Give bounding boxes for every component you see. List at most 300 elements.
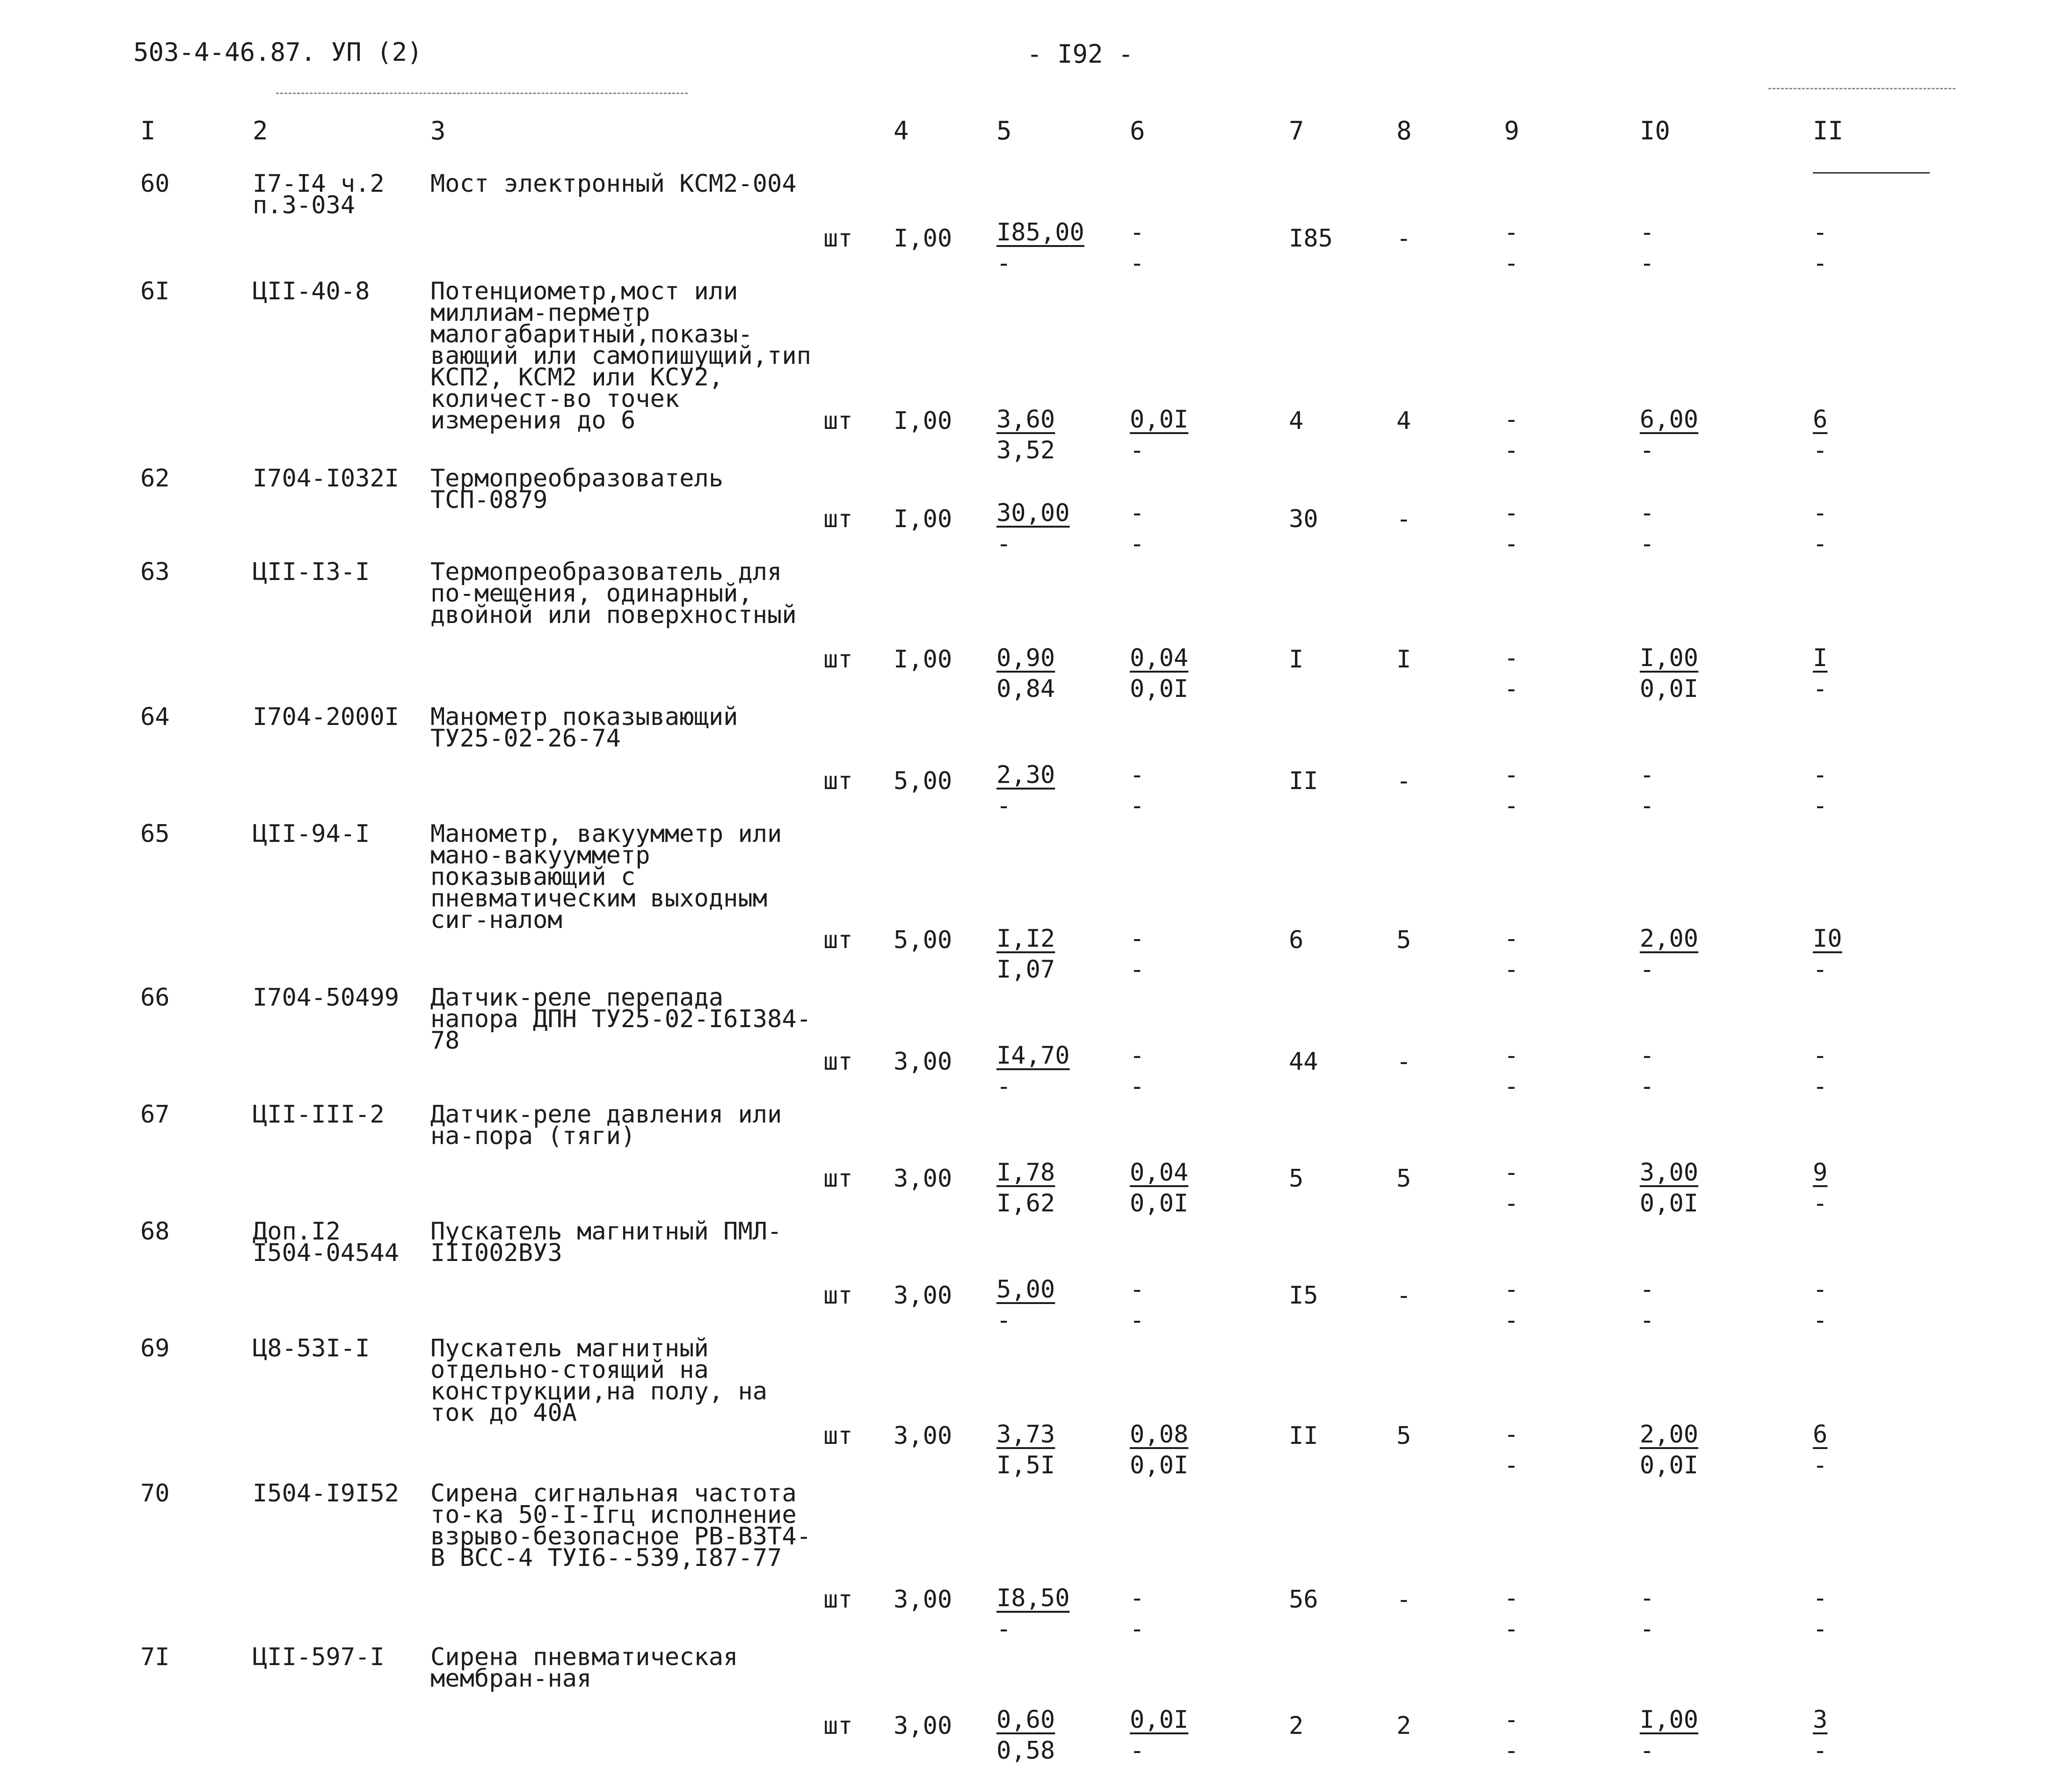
col-6-denominator: 0,0I (1130, 1451, 1189, 1479)
col-5 (996, 561, 1130, 706)
col-7-value: II (1289, 767, 1318, 795)
price-code: I504-I9I52 (253, 1479, 400, 1507)
col-10-denominator: 0,0I (1640, 1451, 1699, 1479)
col-6 (1130, 281, 1289, 468)
unit (823, 281, 894, 468)
col-6-numerator: 0,0I (1130, 1705, 1189, 1734)
unit (823, 823, 894, 987)
col-10-fraction (1640, 404, 1698, 466)
col-7 (1289, 706, 1396, 823)
col-5-denominator: - (996, 1615, 1011, 1643)
column-header (823, 108, 894, 173)
quantity-value: I,00 (894, 645, 952, 674)
col-5-numerator: 3,60 (996, 405, 1055, 434)
quantity (894, 1338, 996, 1483)
unit-value: шт (823, 1711, 853, 1740)
col-11 (1813, 1221, 1930, 1338)
col-7-value: 44 (1289, 1047, 1318, 1076)
col-11-denominator: - (1813, 1736, 1828, 1765)
col-6 (1130, 1338, 1289, 1483)
row-number: 68 (140, 1217, 170, 1246)
column-header: 8 (1396, 116, 1412, 145)
unit-value: шт (823, 1421, 853, 1450)
col-5-numerator: I,I2 (996, 924, 1055, 953)
col-9 (1504, 1646, 1640, 1768)
col-11-fraction (1813, 217, 1827, 279)
col-11-fraction (1813, 1583, 1827, 1645)
item-name: Пускатель магнитный отдельно-стоящий на конструкции,на полу, на ток до 40А (430, 1334, 768, 1427)
col-11 (1813, 1338, 1930, 1483)
col-8 (1396, 823, 1504, 987)
col-11-numerator: 6 (1813, 1420, 1828, 1449)
col-6-fraction (1130, 923, 1144, 985)
quantity-value: 5,00 (894, 926, 952, 954)
price-code: ЦII-597-I (253, 1643, 385, 1671)
col-5-fraction (996, 1040, 1070, 1102)
unit (823, 1338, 894, 1483)
col-11 (1813, 1104, 1930, 1221)
price-code: I7-I4 ч.2 п.3-034 (253, 169, 385, 219)
header-rule-right (1768, 88, 1956, 89)
col-10 (1640, 468, 1813, 561)
col-9 (1504, 281, 1640, 468)
col-6 (1130, 1104, 1289, 1221)
col-8-value: 4 (1396, 406, 1411, 435)
quantity-value: I,00 (894, 406, 952, 435)
col-11-numerator: - (1813, 1275, 1828, 1304)
unit-value: шт (823, 1047, 853, 1076)
col-11-fraction (1813, 1274, 1827, 1336)
col-9-denominator: - (1504, 436, 1519, 464)
col-5-fraction (996, 923, 1055, 985)
col-7 (1289, 468, 1396, 561)
col-10-fraction (1640, 1583, 1654, 1645)
col-9 (1504, 706, 1640, 823)
col-7-value: 30 (1289, 505, 1318, 533)
col-5-denominator: I,62 (996, 1189, 1055, 1217)
column-header: II (1813, 108, 1930, 173)
unit (823, 706, 894, 823)
quantity-value: 3,00 (894, 1421, 952, 1450)
col-6-fraction (1130, 498, 1144, 559)
col-11-numerator: I0 (1813, 924, 1842, 953)
unit-value: шт (823, 926, 853, 954)
col-8 (1396, 173, 1504, 281)
col-5-denominator: - (996, 1306, 1011, 1334)
col-6-denominator: - (1130, 1736, 1145, 1765)
col-9 (1504, 1483, 1640, 1646)
col-9 (1504, 1221, 1640, 1338)
col-6-denominator: - (1130, 1072, 1145, 1101)
col-5-denominator: - (996, 249, 1011, 277)
col-5 (996, 1483, 1130, 1646)
col-9 (1504, 1338, 1640, 1483)
col-5-denominator: - (996, 529, 1011, 558)
col-10 (1640, 1104, 1813, 1221)
col-6-fraction (1130, 1583, 1144, 1645)
col-8-value: - (1396, 505, 1411, 533)
price-code: ЦII-40-8 (253, 277, 370, 305)
column-header: I0 (1640, 116, 1671, 145)
col-7-value: I5 (1289, 1281, 1318, 1310)
col-6-fraction (1130, 1274, 1144, 1336)
col-11-numerator: - (1813, 1041, 1828, 1070)
quantity-value: 3,00 (894, 1047, 952, 1076)
item-name: Манометр, вакуумметр или мано-вакуумметр показывающий с пневматическим выходным сиг-налом (430, 819, 782, 934)
unit (823, 1221, 894, 1338)
col-7-value: I (1289, 645, 1304, 674)
col-10 (1640, 1483, 1813, 1646)
col-6 (1130, 561, 1289, 706)
col-5-fraction (996, 1157, 1055, 1219)
col-11-numerator: - (1813, 499, 1828, 527)
col-6-numerator: 0,04 (1130, 1158, 1189, 1187)
col-9-denominator: - (1504, 1736, 1519, 1765)
col-8 (1396, 1221, 1504, 1338)
price-code: I704-2000I (253, 703, 400, 731)
col-5-numerator: I,78 (996, 1158, 1055, 1187)
col-11-numerator: 9 (1813, 1158, 1828, 1187)
row-number: 63 (140, 558, 170, 586)
col-6-numerator: 0,08 (1130, 1420, 1189, 1449)
col-10 (1640, 561, 1813, 706)
col-9-numerator: - (1504, 1705, 1519, 1734)
col-11 (1813, 468, 1930, 561)
col-8-value: 5 (1396, 926, 1411, 954)
col-6 (1130, 1646, 1289, 1768)
col-5 (996, 468, 1130, 561)
row-number: 67 (140, 1100, 170, 1129)
col-11 (1813, 823, 1930, 987)
unit-value: шт (823, 767, 853, 795)
quantity-value: 3,00 (894, 1585, 952, 1614)
col-5 (996, 1646, 1130, 1768)
col-10-fraction (1640, 1157, 1698, 1219)
col-6-numerator: 0,0I (1130, 405, 1189, 434)
col-6-numerator: - (1130, 1584, 1145, 1612)
col-11-denominator: - (1813, 1072, 1828, 1101)
unit (823, 1483, 894, 1646)
col-6-fraction (1130, 1704, 1188, 1766)
col-11-denominator: - (1813, 791, 1828, 820)
col-9-denominator: - (1504, 249, 1519, 277)
table-row (140, 173, 1930, 281)
col-11-denominator: - (1813, 1189, 1828, 1217)
col-6-numerator: - (1130, 499, 1145, 527)
col-7 (1289, 987, 1396, 1104)
col-5-numerator: 0,90 (996, 644, 1055, 672)
col-6-denominator: - (1130, 249, 1145, 277)
col-11-fraction (1813, 1419, 1827, 1481)
col-9 (1504, 561, 1640, 706)
table-row (140, 561, 1930, 706)
header-rule-left (276, 93, 688, 94)
item-name: Термопреобразователь для по-мещения, одинарный, двойной или поверхностный (430, 558, 797, 629)
col-8-value: 5 (1396, 1164, 1411, 1193)
col-8 (1396, 987, 1504, 1104)
row-number: 62 (140, 464, 170, 493)
col-7 (1289, 1104, 1396, 1221)
col-5-fraction (996, 404, 1055, 466)
column-header: 9 (1504, 116, 1519, 145)
quantity (894, 1104, 996, 1221)
col-11-fraction (1813, 1704, 1827, 1766)
col-10 (1640, 1646, 1813, 1768)
col-10-fraction (1640, 923, 1698, 985)
col-8 (1396, 281, 1504, 468)
col-5-fraction (996, 760, 1055, 821)
quantity (894, 1646, 996, 1768)
item-name: Потенциометр,мост или миллиам-перметр малогабаритный,показы-вающий или самопишущий,тип КСП2, КСМ2 или КСУ2, количест-во точек измерения до 6 (430, 277, 811, 435)
table-row (140, 987, 1930, 1104)
col-10-numerator: I,00 (1640, 644, 1699, 672)
col-7-value: 6 (1289, 926, 1304, 954)
quantity-value: 3,00 (894, 1281, 952, 1310)
doc-code: 503-4-46.87. УП (2) (133, 37, 422, 67)
col-7 (1289, 173, 1396, 281)
col-10-denominator: - (1640, 955, 1655, 984)
col-9-denominator: - (1504, 1189, 1519, 1217)
table-body (140, 169, 1930, 1768)
col-6-denominator: 0,0I (1130, 674, 1189, 703)
col-11 (1813, 706, 1930, 823)
col-9-denominator: - (1504, 1615, 1519, 1643)
col-9-fraction (1504, 1419, 1519, 1481)
col-9-numerator: - (1504, 1584, 1519, 1612)
col-5-numerator: 5,00 (996, 1275, 1055, 1304)
col-6-numerator: - (1130, 218, 1145, 246)
column-header: 2 (253, 116, 268, 145)
col-6-fraction (1130, 643, 1188, 704)
item-name: Термопреобразователь ТСП-0879 (430, 464, 724, 514)
col-5-denominator: - (996, 1072, 1011, 1101)
col-10-fraction (1640, 760, 1654, 821)
unit (823, 561, 894, 706)
table-row (140, 1338, 1930, 1483)
table-row (140, 1104, 1930, 1221)
col-11-fraction (1813, 760, 1827, 821)
row-number: 60 (140, 169, 170, 198)
col-10 (1640, 281, 1813, 468)
col-9-denominator: - (1504, 791, 1519, 820)
unit (823, 987, 894, 1104)
col-6 (1130, 823, 1289, 987)
col-7 (1289, 281, 1396, 468)
unit (823, 173, 894, 281)
col-6-fraction (1130, 217, 1144, 279)
col-9-fraction (1504, 1704, 1519, 1766)
col-8-value: - (1396, 1281, 1411, 1310)
specification-table (140, 108, 1930, 1768)
quantity (894, 468, 996, 561)
price-code: Доп.I2 I504-04544 (253, 1217, 400, 1267)
col-11-numerator: - (1813, 218, 1828, 246)
col-8-value: 5 (1396, 1421, 1411, 1450)
col-5 (996, 1104, 1130, 1221)
col-10-fraction (1640, 643, 1698, 704)
col-10-numerator: - (1640, 1584, 1655, 1612)
col-5 (996, 281, 1130, 468)
row-number: 6I (140, 277, 170, 305)
unit (823, 1646, 894, 1768)
col-11-denominator: - (1813, 249, 1828, 277)
col-10-numerator: I,00 (1640, 1705, 1699, 1734)
col-6-denominator: - (1130, 955, 1145, 984)
col-10-numerator: 6,00 (1640, 405, 1699, 434)
col-10-fraction (1640, 1274, 1654, 1336)
quantity (894, 1221, 996, 1338)
col-10 (1640, 706, 1813, 823)
col-8 (1396, 561, 1504, 706)
col-5 (996, 1338, 1130, 1483)
col-6 (1130, 987, 1289, 1104)
row-number: 70 (140, 1479, 170, 1507)
col-6-denominator: - (1130, 529, 1145, 558)
page-number: - I92 - (1027, 39, 1134, 69)
col-7 (1289, 1338, 1396, 1483)
unit-value: шт (823, 645, 853, 674)
col-10 (1640, 987, 1813, 1104)
col-5-fraction (996, 1274, 1055, 1336)
column-header: 5 (996, 116, 1012, 145)
col-9-numerator: - (1504, 644, 1519, 672)
col-8-value: - (1396, 1585, 1411, 1614)
col-7-value: 4 (1289, 406, 1304, 435)
quantity-value: 3,00 (894, 1164, 952, 1193)
col-9-fraction (1504, 1157, 1519, 1219)
col-8 (1396, 1338, 1504, 1483)
col-9 (1504, 1104, 1640, 1221)
col-8 (1396, 706, 1504, 823)
col-9-denominator: - (1504, 1451, 1519, 1479)
col-11 (1813, 173, 1930, 281)
col-6-numerator: - (1130, 1275, 1145, 1304)
col-9-denominator: - (1504, 1306, 1519, 1334)
col-10-fraction (1640, 498, 1654, 559)
table-row (140, 706, 1930, 823)
col-9-fraction (1504, 1274, 1519, 1336)
col-8-value: I (1396, 645, 1411, 674)
col-11-fraction (1813, 643, 1827, 704)
col-6-denominator: - (1130, 1306, 1145, 1334)
unit (823, 1104, 894, 1221)
col-5-numerator: I85,00 (996, 218, 1084, 246)
quantity (894, 173, 996, 281)
col-10-numerator: - (1640, 218, 1655, 246)
col-6-numerator: - (1130, 1041, 1145, 1070)
col-10-numerator: - (1640, 1041, 1655, 1070)
col-6-fraction (1130, 1419, 1188, 1481)
col-10-denominator: - (1640, 529, 1655, 558)
col-10-fraction (1640, 217, 1654, 279)
col-5-numerator: 2,30 (996, 761, 1055, 789)
price-code: ЦII-III-2 (253, 1100, 385, 1129)
col-11 (1813, 1646, 1930, 1768)
col-10-denominator: 0,0I (1640, 1189, 1699, 1217)
col-6-denominator: - (1130, 791, 1145, 820)
col-11-fraction (1813, 404, 1827, 466)
col-9-numerator: - (1504, 924, 1519, 953)
col-5-denominator: - (996, 791, 1011, 820)
col-11-fraction (1813, 923, 1842, 985)
col-9-numerator: - (1504, 761, 1519, 789)
column-header: 4 (894, 116, 909, 145)
col-9-fraction (1504, 217, 1519, 279)
price-code: ЦII-94-I (253, 819, 370, 848)
col-6-numerator: 0,04 (1130, 644, 1189, 672)
col-9-fraction (1504, 923, 1519, 985)
price-code: I704-50499 (253, 983, 400, 1012)
col-9-numerator: - (1504, 1158, 1519, 1187)
col-6-numerator: - (1130, 924, 1145, 953)
col-9 (1504, 823, 1640, 987)
col-9-numerator: - (1504, 218, 1519, 246)
col-9 (1504, 987, 1640, 1104)
col-9-denominator: - (1504, 529, 1519, 558)
col-5-numerator: 0,60 (996, 1705, 1055, 1734)
col-10-denominator: - (1640, 1615, 1655, 1643)
item-name: Датчик-реле давления или на-пора (тяги) (430, 1100, 782, 1150)
col-10-denominator: - (1640, 249, 1655, 277)
unit (823, 468, 894, 561)
table-row (140, 468, 1930, 561)
col-11-denominator: - (1813, 529, 1828, 558)
col-6 (1130, 173, 1289, 281)
item-name: Пускатель магнитный ПМЛ-III002ВУ3 (430, 1217, 782, 1267)
col-8 (1396, 1646, 1504, 1768)
col-10-denominator: - (1640, 791, 1655, 820)
column-header-row (140, 108, 1930, 173)
col-10 (1640, 823, 1813, 987)
price-code: Ц8-53I-I (253, 1334, 370, 1362)
col-9 (1504, 468, 1640, 561)
quantity-value: 3,00 (894, 1711, 952, 1740)
table-row (140, 281, 1930, 468)
col-11-denominator: - (1813, 1615, 1828, 1643)
col-7-value: II (1289, 1421, 1318, 1450)
col-5 (996, 823, 1130, 987)
unit-value: шт (823, 224, 853, 253)
col-9-numerator: - (1504, 499, 1519, 527)
item-name: Сирена пневматическая мембран-ная (430, 1643, 738, 1693)
col-9-numerator: - (1504, 1275, 1519, 1304)
col-11-denominator: - (1813, 436, 1828, 464)
col-11-fraction (1813, 1040, 1827, 1102)
col-7 (1289, 1221, 1396, 1338)
col-9-numerator: - (1504, 1420, 1519, 1449)
col-5-denominator: I,07 (996, 955, 1055, 984)
column-header: 7 (1289, 116, 1304, 145)
col-5-fraction (996, 1583, 1070, 1645)
col-8 (1396, 1483, 1504, 1646)
col-8-value: - (1396, 224, 1411, 253)
col-10-numerator: - (1640, 499, 1655, 527)
col-11-denominator: - (1813, 1451, 1828, 1479)
table-row (140, 823, 1930, 987)
table-row (140, 1483, 1930, 1646)
col-8-value: - (1396, 767, 1411, 795)
col-8-value: - (1396, 1047, 1411, 1076)
col-9-fraction (1504, 498, 1519, 559)
quantity-value: 5,00 (894, 767, 952, 795)
col-5-denominator: 3,52 (996, 436, 1055, 464)
col-6-fraction (1130, 1040, 1144, 1102)
col-11 (1813, 281, 1930, 468)
col-11-numerator: 6 (1813, 405, 1828, 434)
col-11-fraction (1813, 498, 1827, 559)
col-6-numerator: - (1130, 761, 1145, 789)
col-11 (1813, 1483, 1930, 1646)
